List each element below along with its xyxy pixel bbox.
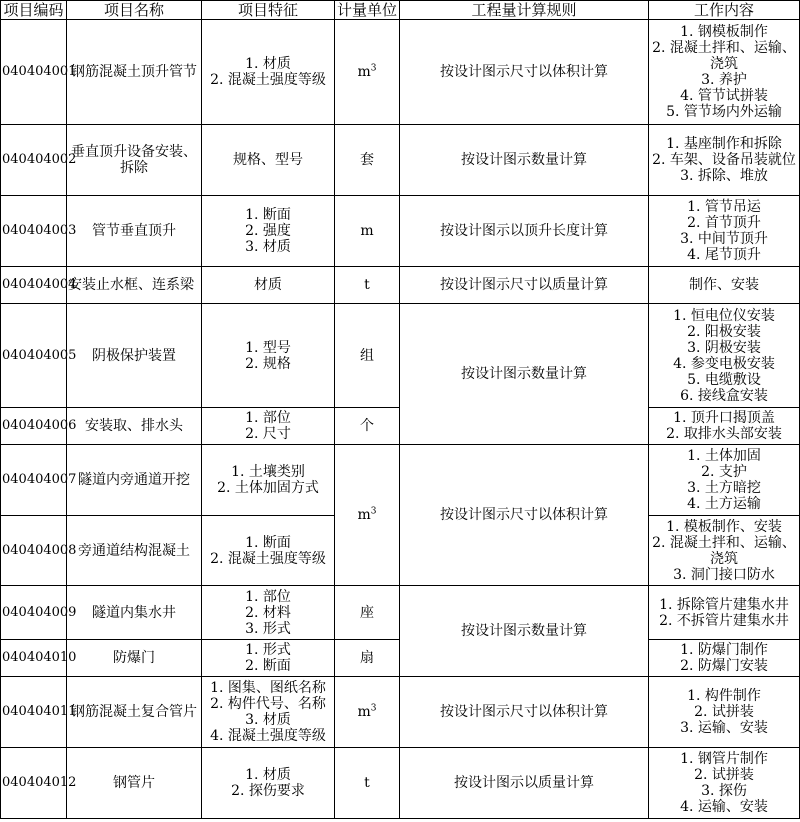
item-code: 040404006 [1, 408, 67, 445]
table-row [1, 304, 800, 408]
item-code: 040404003 [1, 196, 67, 267]
item-name: 管节垂直顶升 [67, 196, 202, 267]
item-unit: t [335, 748, 400, 819]
item-name: 旁通道结构混凝土 [67, 516, 202, 586]
item-features: 规格、型号 [202, 125, 335, 196]
item-features: 1. 部位 2. 尺寸 [202, 408, 335, 445]
item-work: 制作、安装 [649, 267, 800, 304]
table-row [1, 125, 800, 196]
item-features: 1. 部位 2. 材料 3. 形式 [202, 586, 335, 640]
table-row [1, 748, 800, 819]
item-rule: 按设计图示数量计算 [400, 586, 649, 677]
item-name: 阴极保护装置 [67, 304, 202, 408]
item-name: 防爆门 [67, 640, 202, 677]
item-name: 垂直顶升设备安装、拆除 [67, 125, 202, 196]
header-name: 项目名称 [67, 1, 202, 20]
item-rule: 按设计图示尺寸以体积计算 [400, 20, 649, 125]
table-row [1, 445, 800, 516]
item-unit: m [335, 196, 400, 267]
table-row [1, 677, 800, 748]
item-name: 隧道内集水井 [67, 586, 202, 640]
item-rule: 按设计图示数量计算 [400, 125, 649, 196]
item-work: 1. 恒电位仪安装 2. 阳极安装 3. 阴极安装 4. 参变电极安装 5. 电缆敷设 6. 接线盒安装 [649, 304, 800, 408]
item-code: 040404012 [1, 748, 67, 819]
header-row [1, 1, 800, 20]
item-name: 钢筋混凝土顶升管节 [67, 20, 202, 125]
item-rule: 按设计图示尺寸以体积计算 [400, 445, 649, 586]
item-features: 材质 [202, 267, 335, 304]
item-work: 1. 拆除管片建集水井 2. 不拆管片建集水井 [649, 586, 800, 640]
item-code: 040404010 [1, 640, 67, 677]
item-work: 1. 基座制作和拆除 2. 车架、设备吊装就位 3. 拆除、堆放 [649, 125, 800, 196]
item-features: 1. 图集、图纸名称 2. 构件代号、名称 3. 材质 4. 混凝土强度等级 [202, 677, 335, 748]
table-row [1, 20, 800, 125]
item-work: 1. 防爆门制作 2. 防爆门安装 [649, 640, 800, 677]
item-rule: 按设计图示尺寸以体积计算 [400, 677, 649, 748]
item-features: 1. 材质 2. 混凝土强度等级 [202, 20, 335, 125]
item-work: 1. 构件制作 2. 试拼装 3. 运输、安装 [649, 677, 800, 748]
item-rule: 按设计图示以顶升长度计算 [400, 196, 649, 267]
item-unit: 扇 [335, 640, 400, 677]
item-code: 040404004 [1, 267, 67, 304]
item-code: 040404008 [1, 516, 67, 586]
item-name: 钢管片 [67, 748, 202, 819]
item-name: 隧道内旁通道开挖 [67, 445, 202, 516]
table-row [1, 196, 800, 267]
header-rule: 工程量计算规则 [400, 1, 649, 20]
item-work: 1. 钢模板制作 2. 混凝土拌和、运输、浇筑 3. 养护 4. 管节试拼装 5. 管节场内外运输 [649, 20, 800, 125]
item-work: 1. 模板制作、安装 2. 混凝土拌和、运输、浇筑 3. 洞门接口防水 [649, 516, 800, 586]
item-work: 1. 管节吊运 2. 首节顶升 3. 中间节顶升 4. 尾节顶升 [649, 196, 800, 267]
item-code: 040404002 [1, 125, 67, 196]
item-rule: 按设计图示数量计算 [400, 304, 649, 445]
item-name: 安装止水框、连系梁 [67, 267, 202, 304]
item-unit: $m^3$ [335, 445, 400, 586]
header-unit: 计量单位 [335, 1, 400, 20]
table-row [1, 586, 800, 640]
item-code: 040404007 [1, 445, 67, 516]
item-code: 040404001 [1, 20, 67, 125]
header-code: 项目编码 [1, 1, 67, 20]
item-unit: $m^3$ [335, 677, 400, 748]
item-work: 1. 钢管片制作 2. 试拼装 3. 探伤 4. 运输、安装 [649, 748, 800, 819]
item-features: 1. 断面 2. 强度 3. 材质 [202, 196, 335, 267]
item-features: 1. 形式 2. 断面 [202, 640, 335, 677]
item-features: 1. 型号 2. 规格 [202, 304, 335, 408]
item-features: 1. 材质 2. 探伤要求 [202, 748, 335, 819]
item-rule: 按设计图示以质量计算 [400, 748, 649, 819]
item-name: 安装取、排水头 [67, 408, 202, 445]
item-unit: $m^3$ [335, 20, 400, 125]
header-features: 项目特征 [202, 1, 335, 20]
item-rule: 按设计图示尺寸以质量计算 [400, 267, 649, 304]
header-work: 工作内容 [649, 1, 800, 20]
item-code: 040404009 [1, 586, 67, 640]
table-row [1, 267, 800, 304]
item-features: 1. 断面 2. 混凝土强度等级 [202, 516, 335, 586]
item-unit: 座 [335, 586, 400, 640]
item-work: 1. 土体加固 2. 支护 3. 土方暗挖 4. 土方运输 [649, 445, 800, 516]
item-unit: 套 [335, 125, 400, 196]
item-unit: 个 [335, 408, 400, 445]
item-work: 1. 顶升口揭顶盖 2. 取排水头部安装 [649, 408, 800, 445]
item-code: 040404011 [1, 677, 67, 748]
item-unit: t [335, 267, 400, 304]
item-name: 钢筋混凝土复合管片 [67, 677, 202, 748]
item-unit: 组 [335, 304, 400, 408]
item-features: 1. 土壤类别 2. 土体加固方式 [202, 445, 335, 516]
item-code: 040404005 [1, 304, 67, 408]
